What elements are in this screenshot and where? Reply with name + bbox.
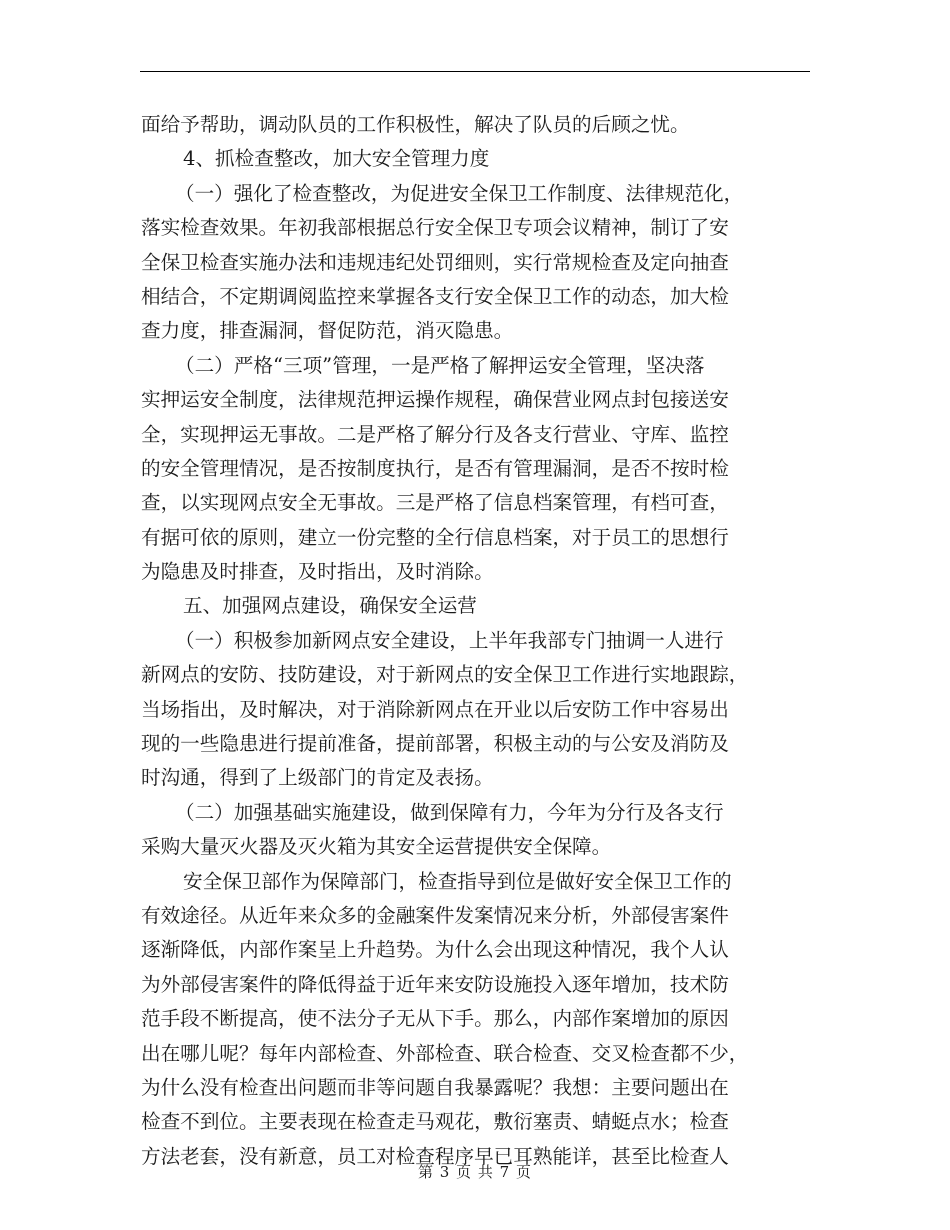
paragraph-line: 相结合，不定期调阅监控来掌握各支行安全保卫工作的动态，加大检 [141, 284, 729, 308]
paragraph-line: 范手段不断提高，使不法分子无从下手。那么，内部作案增加的原因 [141, 1007, 729, 1031]
paragraph-line: （一）强化了检查整改，为促进安全保卫工作制度、法律规范化， [175, 181, 744, 205]
paragraph-line: （二）加强基础实施建设，做到保障有力，今年为分行及各支行 [175, 800, 724, 824]
header-rule [140, 71, 810, 72]
paragraph-line: 检查不到位。主要表现在检查走马观花，敷衍塞责、蜻蜓点水；检查 [141, 1110, 729, 1134]
document-body [141, 112, 811, 1178]
section-heading: 五、加强网点建设，确保安全运营 [183, 594, 477, 618]
paragraph-line: 新网点的安防、技防建设，对于新网点的安全保卫工作进行实地跟踪， [141, 663, 749, 687]
paragraph-line: 时沟通，得到了上级部门的肯定及表扬。 [141, 766, 494, 790]
paragraph-line: 当场指出，及时解决，对于消除新网点在开业以后安防工作中容易出 [141, 697, 729, 721]
paragraph-line: 查，以实现网点安全无事故。三是严格了信息档案管理，有档可查， [141, 491, 729, 515]
paragraph-line: 出在哪儿呢？每年内部检查、外部检查、联合检查、交叉检查都不少， [141, 1041, 749, 1065]
paragraph-line: 有效途径。从近年来众多的金融案件发案情况来分析，外部侵害案件 [141, 903, 729, 927]
paragraph-line: （一）积极参加新网点安全建设，上半年我部专门抽调一人进行 [175, 628, 724, 652]
paragraph-line: 有据可依的原则，建立一份完整的全行信息档案，对于员工的思想行 [141, 525, 729, 549]
paragraph-line: 为什么没有检查出问题而非等问题自我暴露呢？我想：主要问题出在 [141, 1075, 729, 1099]
paragraph-line: 实押运安全制度，法律规范押运操作规程，确保营业网点封包接送安 [141, 388, 729, 412]
paragraph-line: 面给予帮助，调动队员的工作积极性，解决了队员的后顾之忧。 [141, 113, 690, 136]
paragraph-line: 落实检查效果。年初我部根据总行安全保卫专项会议精神，制订了安 [141, 216, 729, 240]
paragraph-line: 为外部侵害案件的降低得益于近年来安防设施投入逐年增加，技术防 [141, 972, 729, 996]
page-number: 第 3 页 共 7 页 [418, 1163, 532, 1181]
paragraph-line: （二）严格“三项”管理，一是严格了解押运安全管理，坚决落 [175, 353, 705, 377]
paragraph-line: 采购大量灭火器及灭火箱为其安全运营提供安全保障。 [141, 835, 612, 859]
paragraph-line: 查力度，排查漏洞，督促防范，消灭隐患。 [141, 319, 514, 343]
paragraph-line: 的安全管理情况，是否按制度执行，是否有管理漏洞，是否不按时检 [141, 456, 729, 480]
paragraph-line: 逐渐降低，内部作案呈上升趋势。为什么会出现这种情况，我个人认 [141, 938, 729, 962]
paragraph-line: 全保卫检查实施办法和违规违纪处罚细则，实行常规检查及定向抽查 [141, 250, 729, 274]
paragraph-line: 为隐患及时排查，及时指出，及时消除。 [141, 560, 494, 584]
paragraph-line: 方法老套，没有新意，员工对检查程序早已耳熟能详，甚至比检查人 [141, 1144, 729, 1168]
paragraph-line: 现的一些隐患进行提前准备，提前部署，积极主动的与公安及消防及 [141, 732, 729, 756]
paragraph-line: 安全保卫部作为保障部门，检查指导到位是做好安全保卫工作的 [183, 869, 732, 893]
section-heading: 4、抓检查整改，加大安全管理力度 [183, 147, 490, 171]
paragraph-line: 全，实现押运无事故。二是严格了解分行及各支行营业、守库、监控 [141, 422, 729, 446]
